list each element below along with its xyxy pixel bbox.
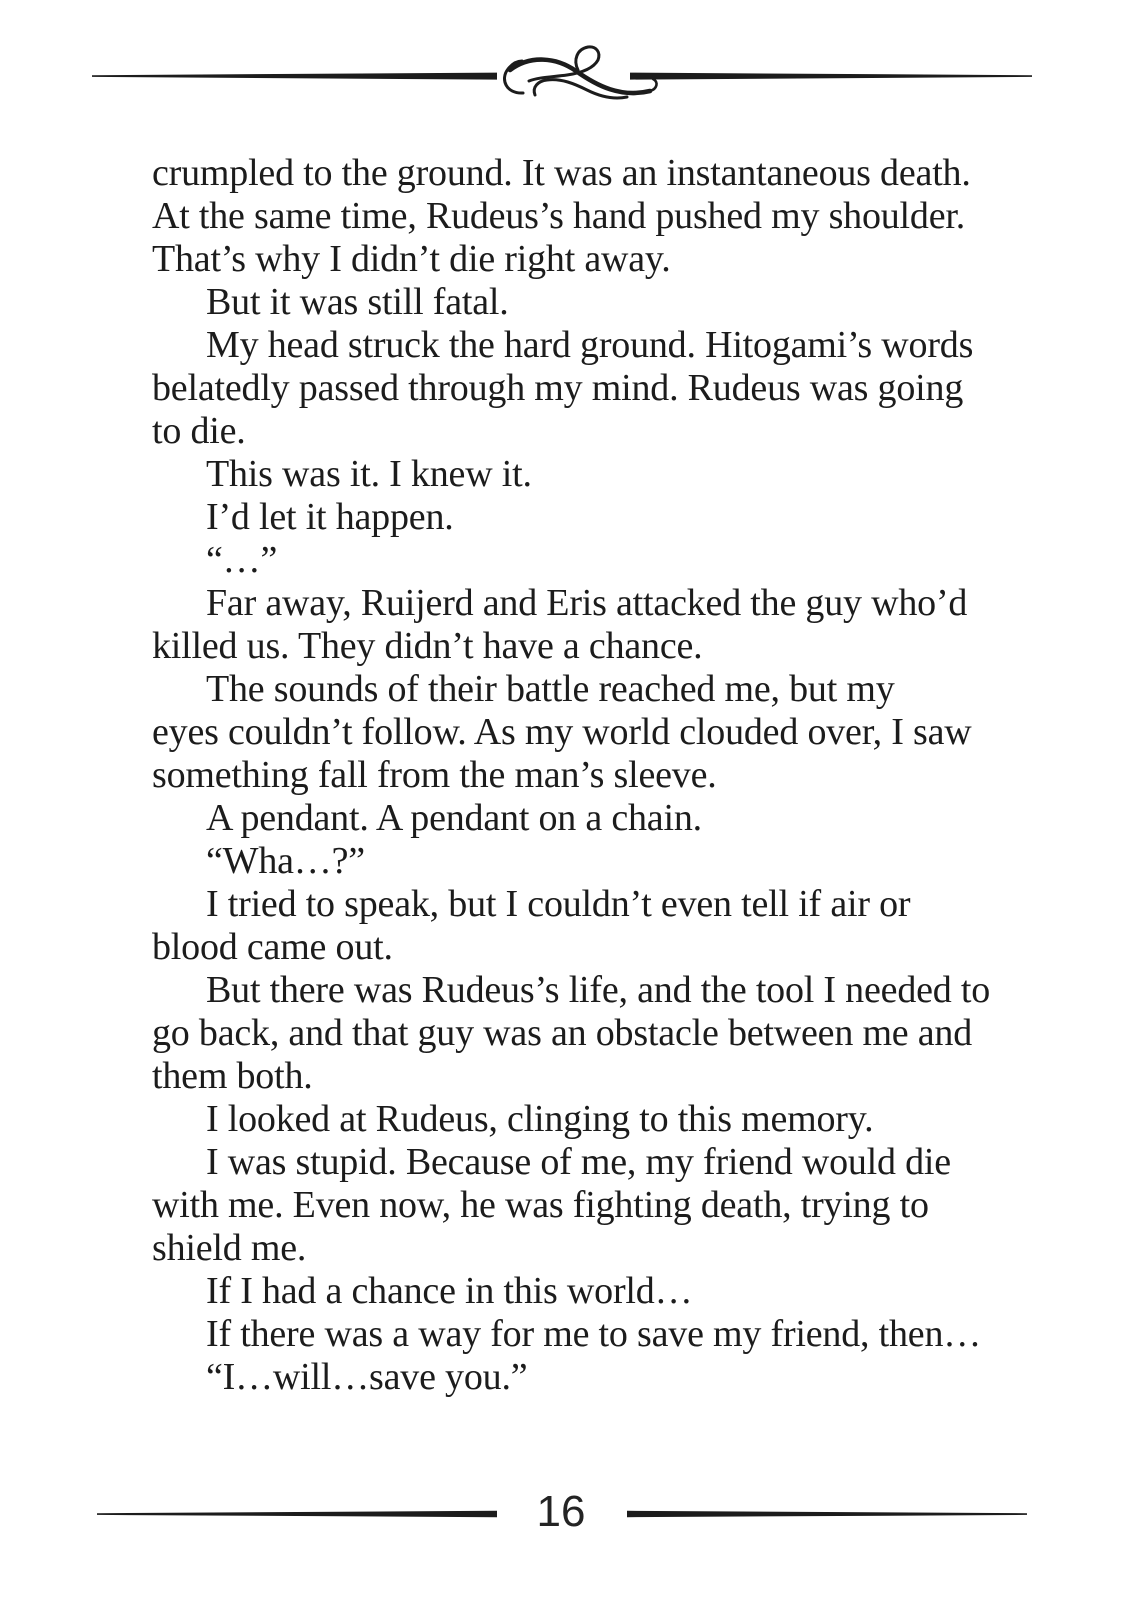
flourish-icon (504, 47, 656, 98)
text-line: I’d let it happen. (206, 496, 454, 538)
paragraph (152, 281, 1052, 324)
text-line: The sounds of their battle reached me, but my (206, 668, 895, 710)
text-line: If there was a way for me to save my friend, then… (206, 1313, 982, 1355)
text-line: blood came out. (152, 926, 393, 968)
text-line: If I had a chance in this world… (206, 1270, 693, 1312)
paragraph (152, 1141, 1052, 1270)
text-line: I tried to speak, but I couldn’t even tell if air or (206, 883, 911, 925)
text-line: go back, and that guy was an obstacle between me and (152, 1012, 973, 1054)
paragraph (152, 1270, 1052, 1313)
text-line: “Wha…?” (206, 840, 365, 882)
paragraph (152, 496, 1052, 539)
paragraph (152, 969, 1052, 1098)
text-line: eyes couldn’t follow. As my world clouded over, I saw (152, 711, 972, 753)
page-number: 16 (536, 1487, 586, 1536)
text-line: with me. Even now, he was fighting death, trying to (152, 1184, 929, 1226)
paragraph (152, 840, 1052, 883)
text-line: killed us. They didn’t have a chance. (152, 625, 703, 667)
text-line: I was stupid. Because of me, my friend would die (206, 1141, 951, 1183)
text-line: shield me. (152, 1227, 307, 1269)
top-divider-right-rule (630, 73, 1032, 80)
text-line: A pendant. A pendant on a chain. (206, 797, 702, 839)
text-line: something fall from the man’s sleeve. (152, 754, 717, 796)
text-line: That’s why I didn’t die right away. (152, 238, 671, 280)
text-line: Far away, Ruijerd and Eris attacked the guy who’d (206, 582, 968, 624)
top-divider-left-rule (92, 73, 497, 80)
body-text (152, 152, 1052, 1399)
paragraph (152, 324, 1052, 453)
paragraph (152, 797, 1052, 840)
text-line: But it was still fatal. (206, 281, 509, 323)
top-divider (0, 0, 1122, 150)
text-line: crumpled to the ground. It was an instantaneous death. (152, 152, 971, 194)
text-line: At the same time, Rudeus’s hand pushed my shoulder. (152, 195, 966, 237)
paragraph (152, 1356, 1052, 1399)
paragraph (152, 1313, 1052, 1356)
text-line: But there was Rudeus’s life, and the tool I needed to (206, 969, 991, 1011)
paragraph (152, 453, 1052, 496)
text-line: to die. (152, 410, 246, 452)
paragraph (152, 539, 1052, 582)
text-line: them both. (152, 1055, 313, 1097)
paragraph (152, 883, 1052, 969)
text-line: “…” (206, 539, 278, 581)
paragraph (152, 152, 1052, 281)
text-line: belatedly passed through my mind. Rudeus was going (152, 367, 964, 409)
text-line: My head struck the hard ground. Hitogami’s words (206, 324, 974, 366)
paragraph (152, 668, 1052, 797)
text-line: “I…will…save you.” (206, 1356, 528, 1398)
text-line: I looked at Rudeus, clinging to this memory. (206, 1098, 874, 1140)
paragraph (152, 1098, 1052, 1141)
text-line: This was it. I knew it. (206, 453, 532, 495)
paragraph (152, 582, 1052, 668)
